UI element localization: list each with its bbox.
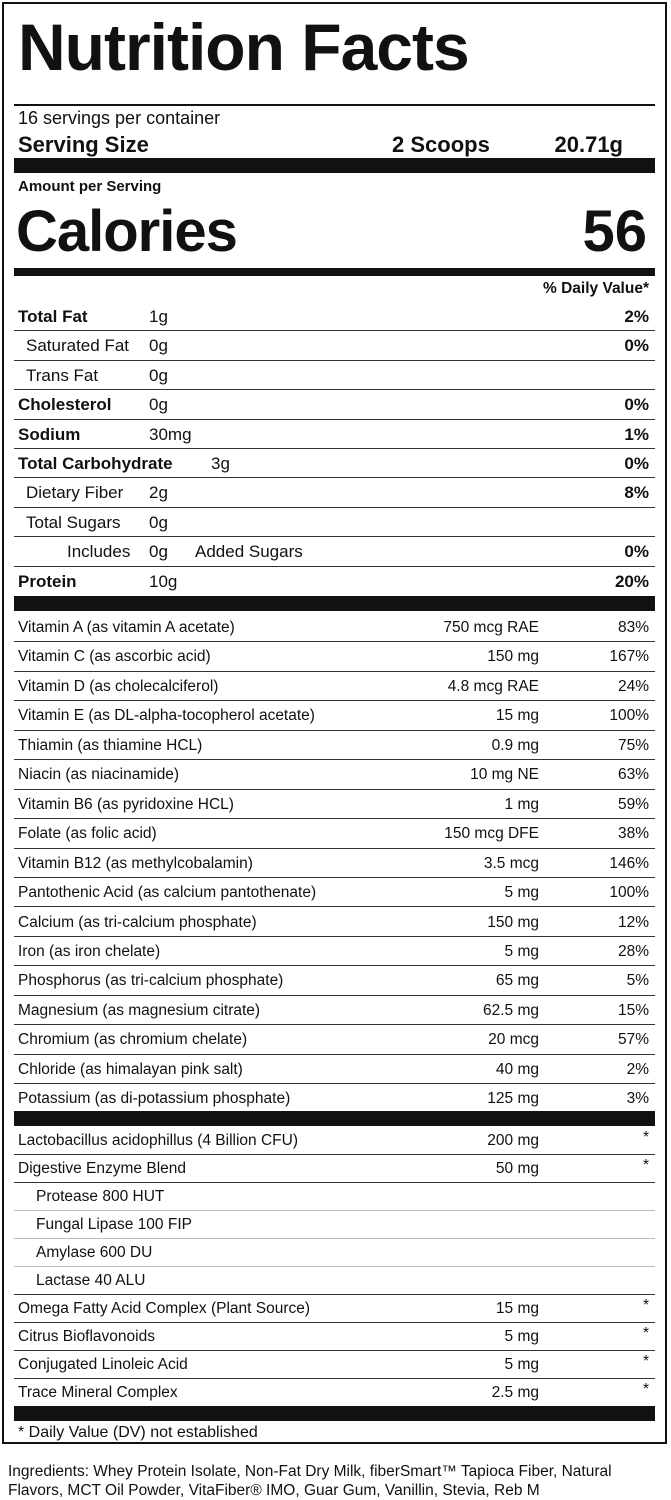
vitamin-daily-value: 12% [617,913,649,931]
nutrient-amount: 0g [149,395,168,415]
vitamin-daily-value: 28% [617,942,649,960]
footnote: * Daily Value (DV) not established [18,1424,258,1441]
nutrient-name: Total Carbohydrate [18,454,173,473]
vitamin-daily-value: 59% [617,795,649,813]
other-row [14,1127,655,1155]
vitamin-row [14,1055,655,1084]
vitamin-daily-value: 63% [617,766,649,784]
vitamin-daily-value: 15% [617,1001,649,1019]
nutrient-daily-value: 1% [624,424,649,444]
nutrient-name: Protein [18,571,77,591]
vitamin-row [14,878,655,907]
nutrient-amount: 0g [149,542,168,562]
vitamin-amount: 5 mg [504,942,539,960]
vitamin-name: Thiamin (as thiamine HCL) [18,736,203,754]
ingredients-text: Ingredients: Whey Protein Isolate, Non-Fat Dry Milk, fiberSmart™ Tapioca Fiber, Natural Flavors, MCT Oil Powder, VitaFiber® IMO, Guar Gum, Vanillin, Stevia, Reb M [8,1463,612,1499]
vitamin-row [14,760,655,789]
nutrient-amount: 1g [149,307,168,326]
other-daily-value: * [642,1157,649,1174]
vitamin-name: Vitamin B6 (as pyridoxine HCL) [18,795,234,813]
other-amount: 5 mg [504,1328,539,1345]
vitamin-name: Folate (as folic acid) [18,825,157,843]
serving-size-amount: 2 Scoops [392,132,490,157]
calories-label: Calories [16,199,237,264]
other-name: Amylase 600 DU [36,1244,153,1261]
vitamin-daily-value: 3% [626,1090,649,1108]
macro-row [14,390,655,419]
vitamin-amount: 15 mg [495,707,539,725]
nutrient-amount: 0g [149,365,168,385]
other-name: Digestive Enzyme Blend [18,1160,186,1177]
vitamin-name: Niacin (as niacinamide) [18,766,180,784]
vitamin-row [14,613,655,642]
vitamin-name: Vitamin B12 (as methylcobalamin) [18,854,253,872]
vitamin-daily-value: 167% [609,648,649,666]
macro-row [14,478,655,507]
other-amount: 2.5 mg [491,1384,539,1401]
vitamin-daily-value: 2% [626,1060,649,1078]
nutrient-name: Saturated Fat [26,336,130,356]
serving-size-label: Serving Size [18,132,149,157]
vitamin-row [14,672,655,701]
thick-divider-4 [14,1406,655,1421]
macro-row [14,420,655,449]
calories-value: 56 [582,199,647,264]
vitamin-amount: 40 mg [495,1060,539,1078]
other-amount: 15 mg [495,1300,539,1317]
other-name: Lactase 40 ALU [36,1272,146,1289]
daily-value-header: % Daily Value* [543,280,649,297]
nutrient-amount: 0g [149,512,168,532]
vitamin-amount: 150 mg [487,913,539,931]
macro-row [14,508,655,537]
vitamin-row [14,996,655,1025]
vitamin-daily-value: 38% [617,825,649,843]
vitamin-amount: 3.5 mcg [483,854,539,872]
other-name: Conjugated Linoleic Acid [18,1356,188,1373]
vitamin-daily-value: 5% [626,972,649,990]
nutrient-name: Total Sugars [26,512,121,532]
vitamin-daily-value: 146% [609,854,649,872]
vitamin-amount: 5 mg [504,884,539,902]
nutrient-name: Includes [67,542,131,562]
vitamin-amount: 62.5 mg [482,1001,539,1019]
other-daily-value: * [642,1353,649,1370]
vitamin-name: Vitamin D (as cholecalciferol) [18,677,219,695]
other-row [14,1267,655,1295]
vitamin-name: Chromium (as chromium chelate) [18,1031,248,1049]
vitamin-name: Pantothenic Acid (as calcium pantothenate) [18,884,317,902]
vitamin-daily-value: 100% [609,884,649,902]
vitamin-amount: 65 mg [495,972,539,990]
nutrient-name: Total Fat [18,307,88,326]
thick-divider-2 [14,596,655,611]
vitamin-daily-value: 57% [617,1031,649,1049]
vitamin-daily-value: 83% [617,619,649,636]
vitamin-name: Vitamin E (as DL-alpha-tocopherol acetate) [18,707,315,725]
vitamin-amount: 10 mg NE [470,766,539,784]
thick-divider-1 [14,158,655,173]
other-row [14,1295,655,1323]
nutrient-daily-value: 0% [624,454,649,473]
macro-row [14,361,655,390]
nutrient-name: Sodium [18,424,81,444]
nutrient-daily-value: 20% [614,571,649,591]
other-row [14,1351,655,1379]
nutrient-amount: 30mg [149,424,192,444]
macro-row [14,537,655,566]
other-row [14,1155,655,1183]
other-daily-value: * [642,1129,649,1146]
amount-per-serving: Amount per Serving [18,178,162,195]
vitamin-name: Vitamin C (as ascorbic acid) [18,648,211,666]
nutrient-name: Dietary Fiber [26,483,124,503]
vitamin-daily-value: 24% [617,677,649,695]
vitamin-amount: 0.9 mg [491,736,539,754]
other-amount: 5 mg [504,1356,539,1373]
other-daily-value: * [642,1325,649,1342]
nutrient-daily-value: 2% [624,307,649,326]
vitamin-row [14,1025,655,1054]
vitamin-row [14,966,655,995]
vitamin-daily-value: 100% [609,707,649,725]
vitamin-row [14,819,655,848]
vitamin-name: Potassium (as di-potassium phosphate) [18,1090,291,1108]
other-daily-value: * [642,1381,649,1398]
servings-per-container: 16 servings per container [18,108,221,128]
vitamin-row [14,642,655,671]
vitamin-row [14,731,655,760]
vitamin-name: Chloride (as himalayan pink salt) [18,1060,243,1078]
serving-size-weight: 20.71g [554,132,623,157]
nutrition-facts-label [2,2,667,1444]
other-amount: 200 mg [487,1132,539,1149]
vitamin-row [14,1084,655,1112]
vitamin-amount: 1 mg [504,795,539,813]
other-row [14,1183,655,1211]
calories-divider [14,268,655,276]
vitamin-amount: 150 mcg DFE [444,825,539,843]
vitamin-amount: 4.8 mcg RAE [447,677,539,695]
nutrient-extra: Added Sugars [195,542,303,562]
vitamin-name: Calcium (as tri-calcium phosphate) [18,913,257,931]
vitamin-name: Iron (as iron chelate) [18,942,161,960]
vitamin-row [14,937,655,966]
nutrient-amount: 2g [149,483,168,503]
other-amount: 50 mg [495,1160,539,1177]
thick-divider-3 [14,1111,655,1126]
nutrient-daily-value: 0% [624,542,649,562]
other-daily-value: * [642,1297,649,1314]
nutrient-amount: 0g [149,336,168,356]
other-row [14,1239,655,1267]
macro-row [14,331,655,360]
nutrient-name: Trans Fat [26,365,99,385]
other-name: Citrus Bioflavonoids [18,1328,155,1345]
other-name: Protease 800 HUT [36,1188,165,1205]
other-name: Lactobacillus acidophillus (4 Billion CFU) [18,1132,298,1149]
macro-row [14,302,655,331]
other-row [14,1323,655,1351]
nutrient-amount: 3g [211,454,230,473]
nutrient-daily-value: 0% [624,395,649,415]
vitamin-row [14,849,655,878]
nutrient-amount: 10g [149,571,178,591]
macro-row [14,449,655,478]
vitamin-row [14,701,655,730]
vitamin-name: Phosphorus (as tri-calcium phosphate) [18,972,284,990]
vitamin-name: Vitamin A (as vitamin A acetate) [18,619,235,636]
vitamin-daily-value: 75% [617,736,649,754]
title-divider [14,104,655,106]
other-name: Fungal Lipase 100 FIP [36,1216,192,1233]
other-name: Trace Mineral Complex [18,1384,178,1401]
macro-row [14,567,655,595]
other-row [14,1379,655,1406]
vitamin-row [14,908,655,937]
nutrient-daily-value: 0% [624,336,649,356]
nutrient-daily-value: 8% [624,483,649,503]
nutrient-name: Cholesterol [18,395,112,415]
vitamin-row [14,790,655,819]
vitamin-amount: 150 mg [487,648,539,666]
vitamin-amount: 750 mcg RAE [443,619,539,636]
other-row [14,1211,655,1239]
vitamin-amount: 20 mcg [488,1031,539,1049]
vitamin-name: Magnesium (as magnesium citrate) [18,1001,261,1019]
vitamin-amount: 125 mg [487,1090,539,1108]
other-name: Omega Fatty Acid Complex (Plant Source) [18,1300,311,1317]
label-title: Nutrition Facts [18,10,469,84]
